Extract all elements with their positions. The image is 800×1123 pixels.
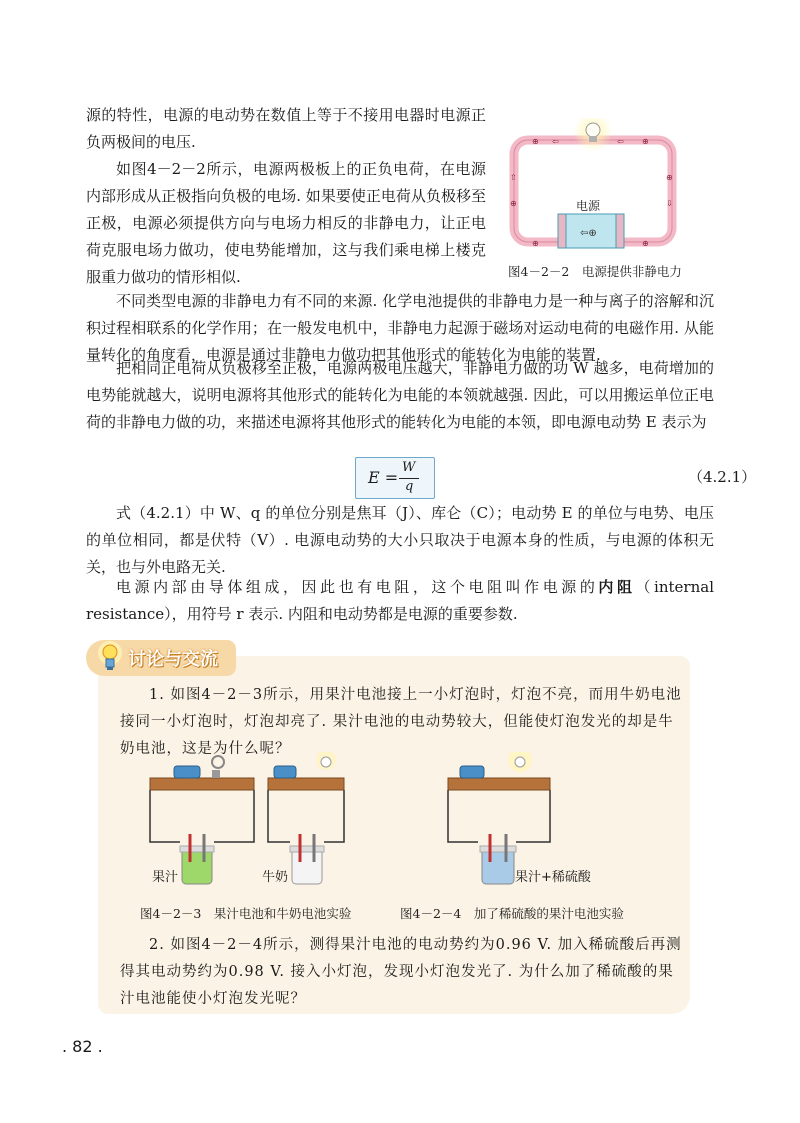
formula-denominator: q [405,479,414,494]
paragraph-6-part-a: 电源内部由导体组成，因此也有电阻，这个电阻叫作电源的 [116,578,599,596]
figure-4-2-2 [502,118,688,258]
paragraph-5: 式（4.2.1）中 W、q 的单位分别是焦耳（J）、库仑（C）；电动势 E 的单位与电势、电压的单位相同，都是伏特（V）. 电源电动势的大小只取决于电源本身的性质，与电源的体积无关，也与外电路无关. [86,504,714,576]
svg-text:⇩: ⇩ [666,199,673,208]
discussion-question-2: 2. 如图4－2－4所示，测得果汁电池的电动势约为0.96 V. 加入稀硫酸后再测得其电动势约为0.98 V. 接入小灯泡，发现小灯泡发光了. 为什么加了稀硫酸的果汁电池能使小灯泡发光呢？ [120,937,682,1007]
label-juice-acid: 果汁+稀硫酸 [515,870,591,885]
svg-text:⊕: ⊕ [642,137,649,146]
label-juice: 果汁 [152,870,179,885]
svg-text:⊕: ⊕ [532,239,539,248]
paragraph-6 [86,574,714,628]
discussion-title: 讨论与交流 [128,649,218,670]
discussion-question-1: 1. 如图4－2－3所示，用果汁电池接上一小灯泡时，灯泡不亮，而用牛奶电池接同一小灯泡时，灯泡却亮了. 果汁电池的电动势较大，但能使灯泡发光的却是牛奶电池，这是为什么呢？ [120,687,682,757]
svg-text:⊕: ⊕ [510,199,517,208]
svg-text:⇧: ⇧ [510,173,517,182]
svg-text:⊕: ⊕ [532,137,539,146]
formula-box [355,457,435,499]
lightbulb-icon [96,640,124,676]
svg-text:⇦⊕: ⇦⊕ [580,228,597,239]
formula-numerator: W [402,460,416,475]
figure-4-2-2-caption: 图4－2－2 电源提供非静电力 [508,264,682,279]
page-number: . 82 . [62,1037,103,1056]
paragraph-2: 如图4－2－2所示，电源两极板上的正负电荷，在电源内部形成从正极指向负极的电场. 如果要使正电荷从负极移至正极，电源必须提供方向与电场力相反的非静电力，让正电荷克服电场力做功，使电势能增加，这与我们乘电梯上楼克服重力做功的情形相似. [86,160,486,286]
term-internal-resistance: 内阻 [598,578,636,596]
paragraph-3: 不同类型电源的非静电力有不同的来源. 化学电池提供的非静电力是一种与离子的溶解和沉积过程相联系的化学作用；在一般发电机中，非静电力起源于磁场对运动电荷的电磁作用. 从能量转化的角度看，电源是通过非静电力做功把其他形式的能转化为电能的装置. [86,292,714,364]
paragraph-4: 把相同正电荷从负极移至正极，电源两极电压越大，非静电力做的功 W 越多，电荷增加的电势能就越大，说明电源将其他形式的能转化为电能的本领就越强. 因此，可以用搬运单位正电荷的非静电力做的功，来描述电源将其他形式的能转化为电能的本领，即电源电动势 E 表示为 [86,359,714,431]
paragraph-6-part-b: （internal resistance），用符号 r 表示. 内阻和电动势都是电源的重要参数. [86,578,714,623]
svg-text:⊕: ⊕ [642,239,649,248]
figure-4-2-3-caption: 图4－2－3 果汁电池和牛奶电池实验 [140,906,352,921]
figure-label-power: 电源 [576,199,601,213]
formula-lhs: E = [368,468,399,487]
svg-text:⇦: ⇦ [617,137,624,146]
figure-4-2-4-caption: 图4－2－4 加了稀硫酸的果汁电池实验 [400,906,624,921]
svg-text:⇦: ⇦ [552,137,559,146]
paragraph-1: 源的特性，电源的电动势在数值上等于不接用电器时电源正负两极间的电压. [86,106,486,151]
equation-number: （4.2.1） [688,468,757,486]
label-milk: 牛奶 [262,870,289,885]
svg-text:⊕: ⊕ [666,173,673,182]
